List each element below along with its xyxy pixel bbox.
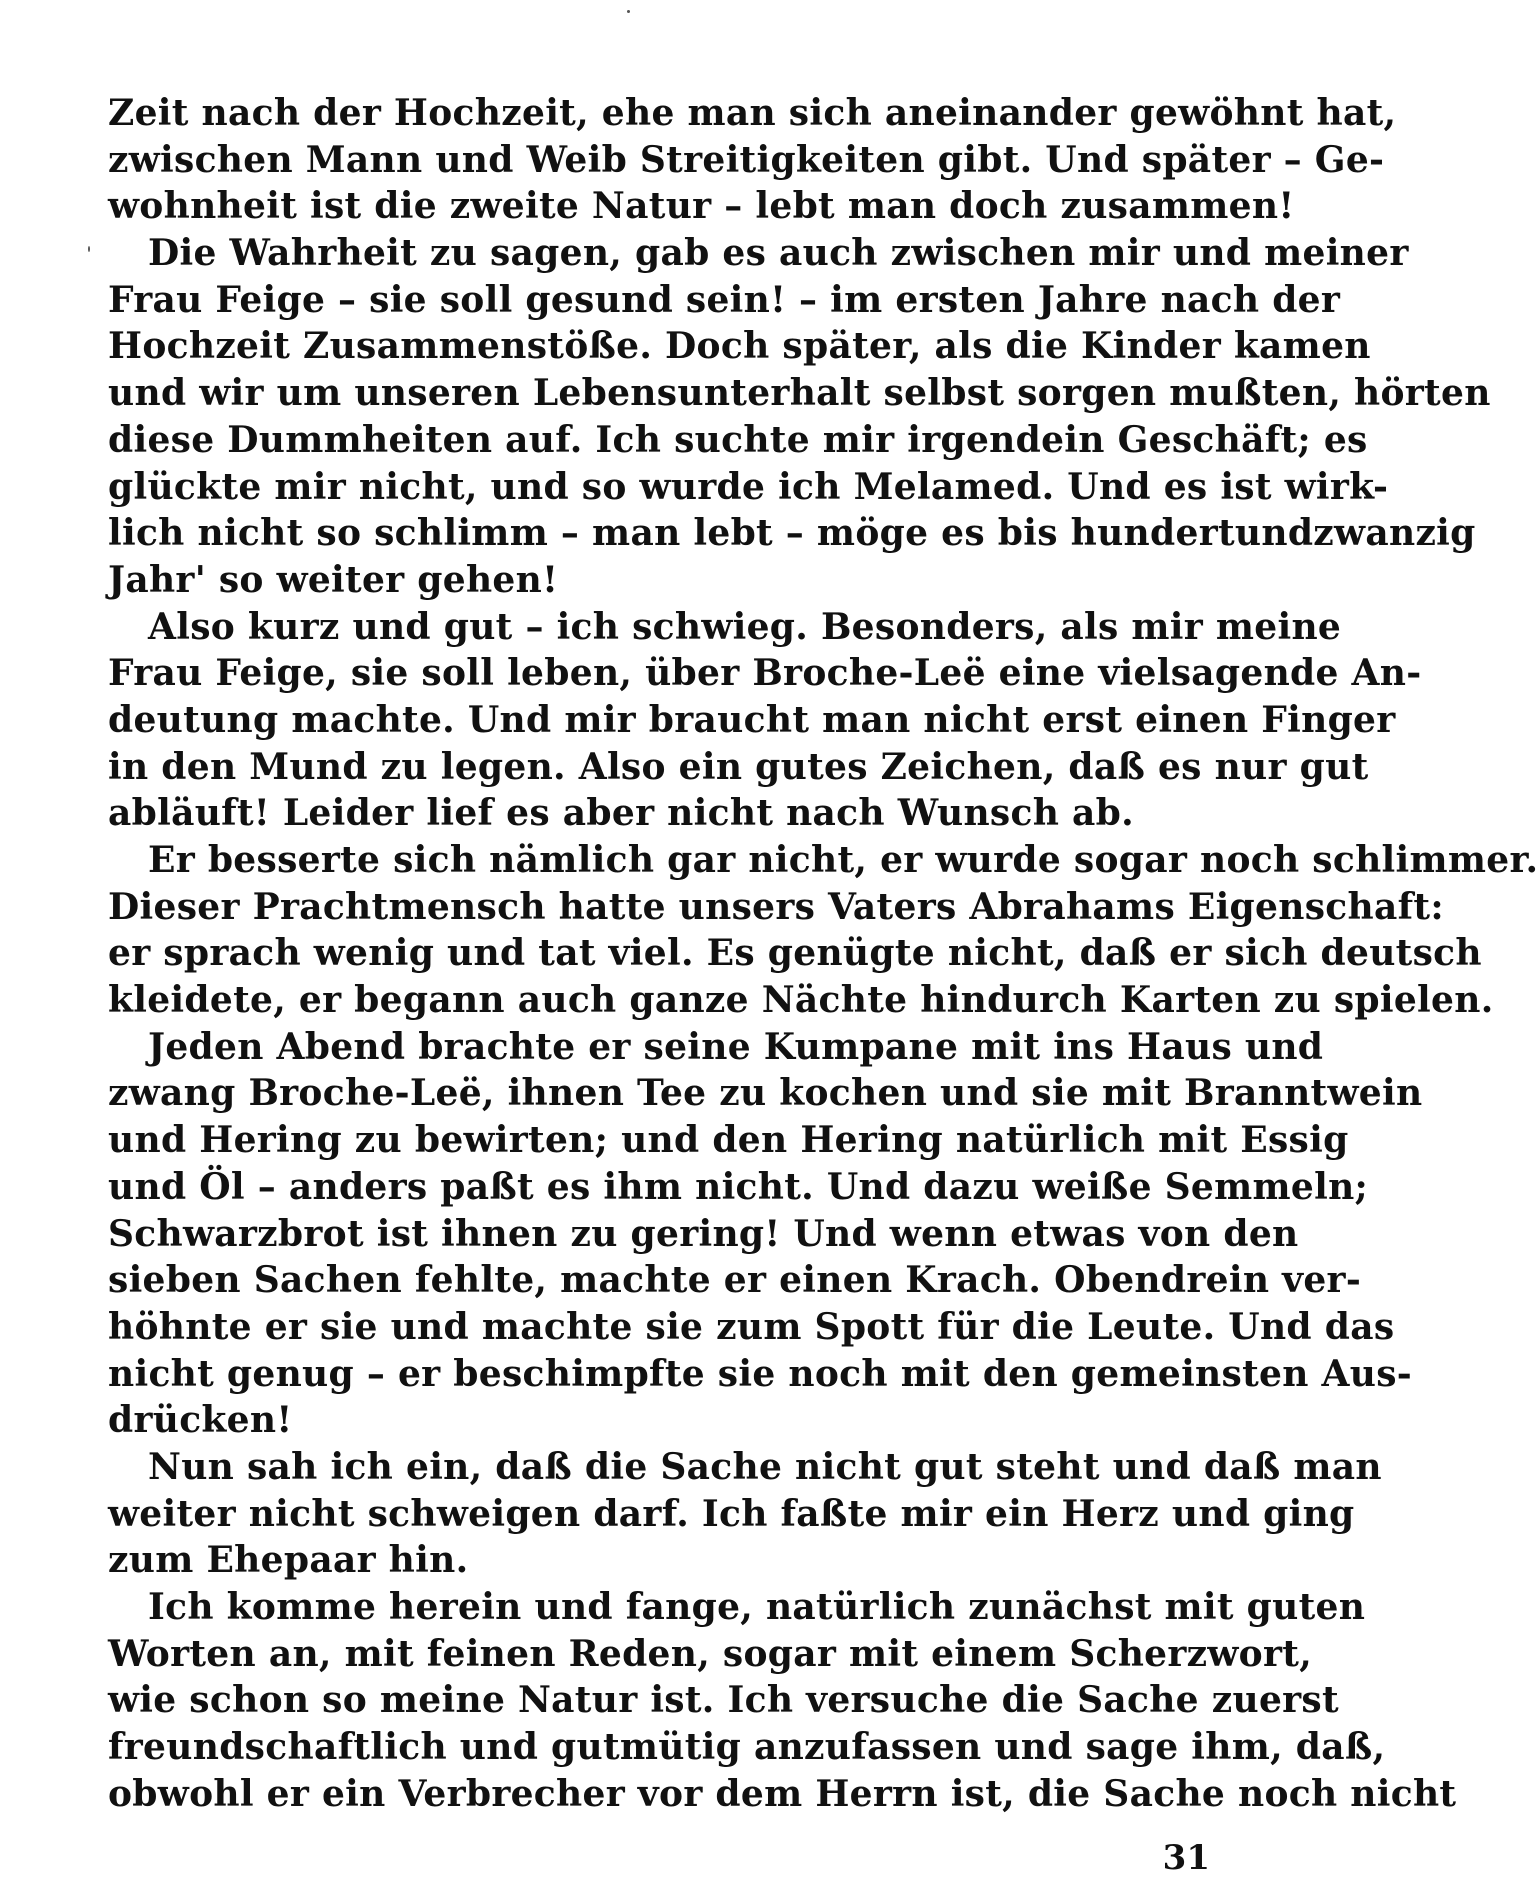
text-line: Worten an, mit feinen Reden, sogar mit einem Scherzwort,	[108, 1632, 1313, 1675]
text-line: und wir um unseren Lebensunterhalt selbst sorgen mußten, hörten	[108, 372, 1491, 415]
text-line: diese Dummheiten auf. Ich suchte mir irgendein Geschäft; es	[108, 418, 1368, 461]
text-line: zum Ehepaar hin.	[108, 1539, 469, 1582]
text-line: Nun sah ich ein, daß die Sache nicht gut steht und daß man	[148, 1445, 1382, 1488]
text-line: er sprach wenig und tat viel. Es genügte nicht, daß er sich deutsch	[108, 932, 1482, 975]
page-number: 31	[1162, 1838, 1210, 1878]
text-line: und Hering zu bewirten; und den Hering natürlich mit Essig	[108, 1119, 1349, 1162]
text-line: wohnheit ist die zweite Natur – lebt man doch zusammen!	[108, 185, 1295, 228]
text-line: zwang Broche-Leë, ihnen Tee zu kochen und sie mit Branntwein	[108, 1072, 1423, 1115]
text-line: wie schon so meine Natur ist. Ich versuche die Sache zuerst	[108, 1679, 1339, 1722]
text-line: Ich komme herein und fange, natürlich zunächst mit guten	[148, 1586, 1366, 1628]
text-line: nicht genug – er beschimpfte sie noch mit den gemeinsten Aus-	[108, 1352, 1413, 1395]
text-line: Zeit nach der Hochzeit, ehe man sich aneinander gewöhnt hat,	[108, 92, 1397, 134]
text-line: Die Wahrheit zu sagen, gab es auch zwischen mir und meiner	[148, 232, 1409, 275]
text-line: Jahr' so weiter gehen!	[108, 558, 559, 601]
text-line: Hochzeit Zusammenstöße. Doch später, als die Kinder kamen	[108, 325, 1371, 368]
text-line: Dieser Prachtmensch hatte unsers Vaters Abrahams Eigenschaft:	[108, 885, 1444, 928]
text-line: freundschaftlich und gutmütig anzufassen und sage ihm, daß,	[108, 1726, 1386, 1769]
ink-speck	[627, 10, 630, 13]
text-line: zwischen Mann und Weib Streitigkeiten gibt. Und später – Ge-	[108, 138, 1385, 181]
text-line: glückte mir nicht, und so wurde ich Melamed. Und es ist wirk-	[108, 465, 1389, 508]
text-line: Also kurz und gut – ich schwieg. Besonders, als mir meine	[148, 605, 1342, 648]
text-line: Jeden Abend brachte er seine Kumpane mit ins Haus und	[148, 1025, 1324, 1068]
text-line: sieben Sachen fehlte, machte er einen Krach. Obendrein ver-	[108, 1259, 1362, 1302]
text-line: Er besserte sich nämlich gar nicht, er wurde sogar noch schlimmer.	[148, 839, 1538, 881]
text-line: drücken!	[108, 1399, 293, 1442]
text-line: höhnte er sie und machte sie zum Spott für die Leute. Und das	[108, 1305, 1395, 1348]
text-line: weiter nicht schweigen darf. Ich faßte mir ein Herz und ging	[108, 1492, 1355, 1535]
text-line: lich nicht so schlimm – man lebt – möge es bis hundertundzwanzig	[108, 512, 1476, 555]
text-line: in den Mund zu legen. Also ein gutes Zeichen, daß es nur gut	[108, 745, 1369, 788]
text-line: Schwarzbrot ist ihnen zu gering! Und wenn etwas von den	[108, 1212, 1299, 1255]
text-line: deutung machte. Und mir braucht man nicht erst einen Finger	[108, 698, 1396, 741]
text-line: kleidete, er begann auch ganze Nächte hindurch Karten zu spielen.	[108, 979, 1494, 1022]
text-line: obwohl er ein Verbrecher vor dem Herrn ist, die Sache noch nicht	[108, 1772, 1457, 1815]
text-line: Frau Feige, sie soll leben, über Broche-Leë eine vielsagende An-	[108, 652, 1422, 695]
text-line: Frau Feige – sie soll gesund sein! – im ersten Jahre nach der	[108, 278, 1341, 321]
text-line: abläuft! Leider lief es aber nicht nach Wunsch ab.	[108, 792, 1134, 835]
text-line: und Öl – anders paßt es ihm nicht. Und dazu weiße Semmeln;	[108, 1165, 1369, 1208]
page-text-block	[108, 90, 1538, 1817]
ink-speck	[88, 246, 90, 252]
